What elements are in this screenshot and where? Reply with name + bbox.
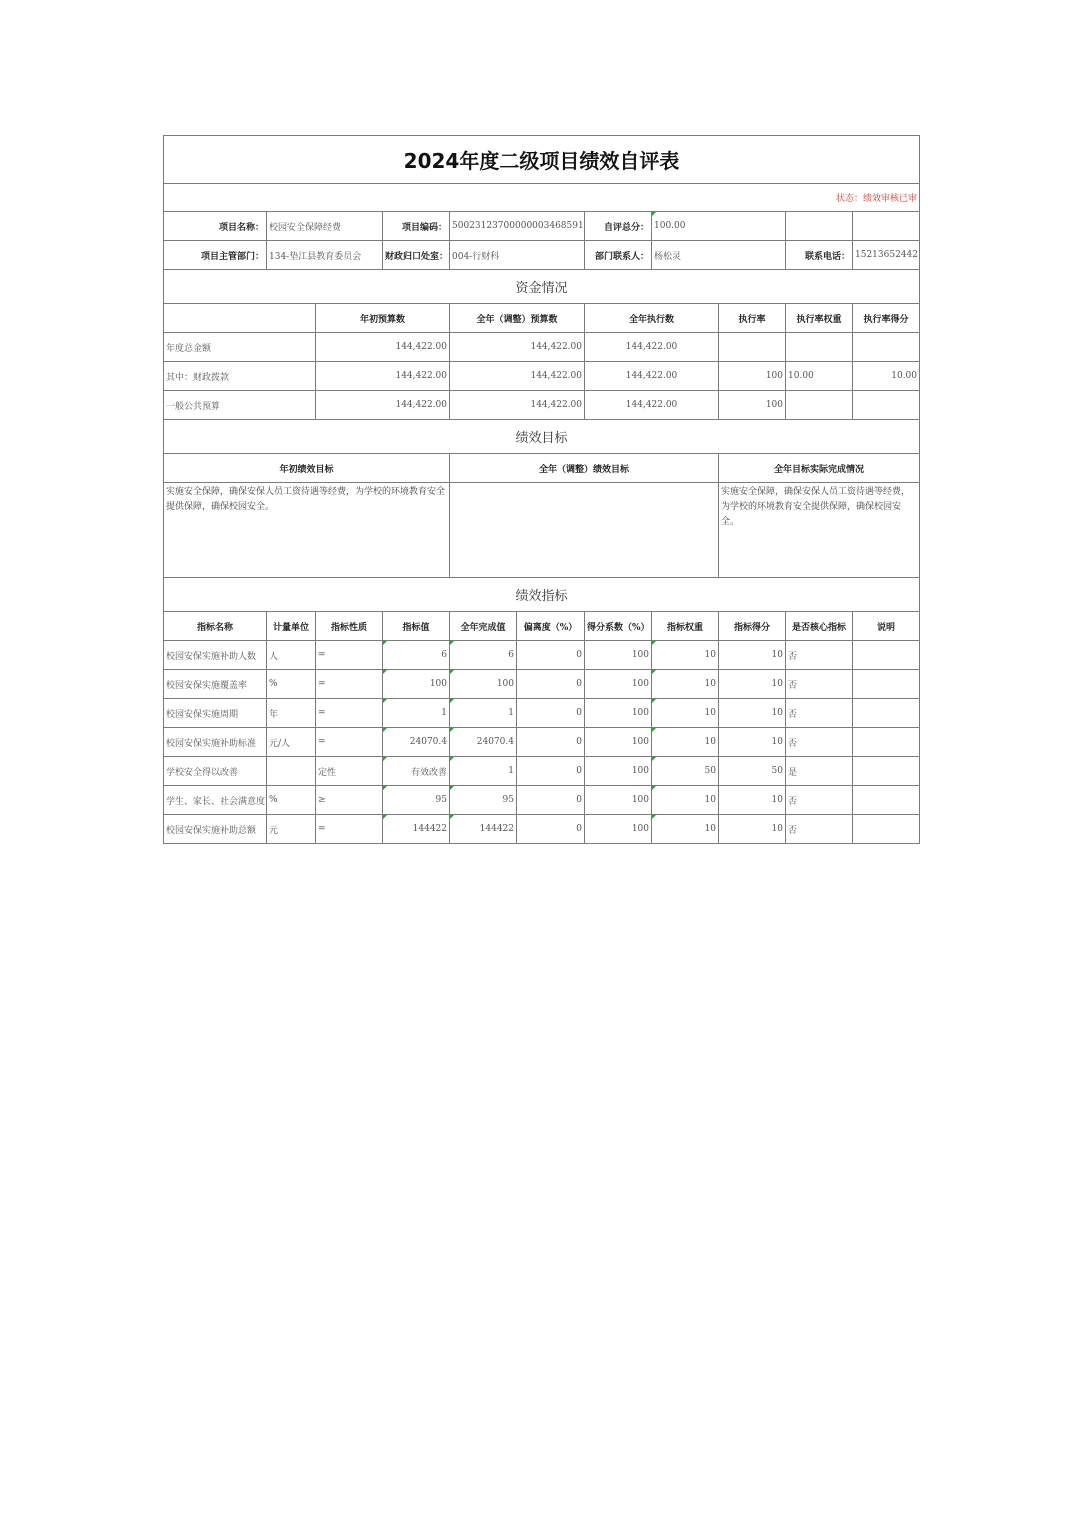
indicator-weight: 10 (652, 699, 719, 728)
indicator-note (853, 786, 920, 815)
indicator-nature: = (316, 728, 383, 757)
indicator-header: 全年完成值 (450, 612, 517, 641)
indicator-score: 10 (719, 699, 786, 728)
indicator-weight: 10 (652, 815, 719, 844)
indicator-nature: = (316, 670, 383, 699)
indicator-deviation: 0 (517, 641, 585, 670)
dept-label: 项目主管部门： (164, 241, 267, 270)
indicator-target: 100 (383, 670, 450, 699)
finance-value: 004-行财科 (450, 241, 585, 270)
project-name-label: 项目名称： (164, 212, 267, 241)
goals-header: 年初绩效目标 (164, 454, 450, 483)
indicator-unit: 年 (267, 699, 316, 728)
funds-executed: 144,422.00 (585, 333, 719, 362)
indicator-score: 10 (719, 786, 786, 815)
indicator-name: 校园安保实施补助人数 (164, 641, 267, 670)
indicator-unit: % (267, 670, 316, 699)
empty-cell (164, 304, 316, 333)
funds-weight: 10.00 (786, 362, 853, 391)
indicator-name: 学校安全得以改善 (164, 757, 267, 786)
indicator-nature: = (316, 699, 383, 728)
funds-row (164, 362, 920, 391)
indicator-note (853, 728, 920, 757)
indicator-header: 偏离度（%） (517, 612, 585, 641)
funds-executed: 144,422.00 (585, 391, 719, 420)
funds-header: 执行率得分 (853, 304, 920, 333)
indicator-core: 是 (786, 757, 853, 786)
indicator-core: 否 (786, 815, 853, 844)
indicators-section-title: 绩效指标 (164, 578, 920, 612)
indicator-header: 指标名称 (164, 612, 267, 641)
indicator-note (853, 670, 920, 699)
project-code-label: 项目编码： (383, 212, 450, 241)
funds-initial: 144,422.00 (316, 391, 450, 420)
indicator-header: 指标性质 (316, 612, 383, 641)
goals-header: 全年目标实际完成情况 (719, 454, 920, 483)
goal-adjusted-text (450, 483, 719, 578)
indicator-name: 校园安保实施周期 (164, 699, 267, 728)
dept-value: 134-垫江县教育委员会 (267, 241, 383, 270)
score-label: 自评总分： (585, 212, 652, 241)
funds-header: 执行率权重 (786, 304, 853, 333)
funds-row-name: 一般公共预算 (164, 391, 316, 420)
goal-actual-text: 实施安全保障，确保安保人员工资待遇等经费，为学校的环境教育安全提供保障，确保校园安全。 (719, 483, 920, 578)
goals-section-title: 绩效目标 (164, 420, 920, 454)
indicator-target: 有效改善 (383, 757, 450, 786)
indicator-header: 指标权重 (652, 612, 719, 641)
indicator-deviation: 0 (517, 757, 585, 786)
indicator-deviation: 0 (517, 699, 585, 728)
indicator-header: 是否核心指标 (786, 612, 853, 641)
indicator-coefficient: 100 (585, 728, 652, 757)
indicator-deviation: 0 (517, 815, 585, 844)
funds-score (853, 391, 920, 420)
funds-rate (719, 333, 786, 362)
indicator-core: 否 (786, 728, 853, 757)
indicator-deviation: 0 (517, 728, 585, 757)
indicator-actual: 1 (450, 699, 517, 728)
goals-header: 全年（调整）绩效目标 (450, 454, 719, 483)
funds-row (164, 391, 920, 420)
funds-rate: 100 (719, 391, 786, 420)
indicator-coefficient: 100 (585, 757, 652, 786)
indicator-coefficient: 100 (585, 699, 652, 728)
indicator-target: 24070.4 (383, 728, 450, 757)
empty-cell (786, 212, 853, 241)
indicator-actual: 24070.4 (450, 728, 517, 757)
funds-adjusted: 144,422.00 (450, 391, 585, 420)
indicator-score: 10 (719, 728, 786, 757)
indicator-row (164, 641, 920, 670)
indicator-deviation: 0 (517, 670, 585, 699)
funds-executed: 144,422.00 (585, 362, 719, 391)
funds-initial: 144,422.00 (316, 362, 450, 391)
indicator-nature: 定性 (316, 757, 383, 786)
project-code-value: 50023123700000003468591 (450, 212, 585, 241)
phone-value: 15213652442 (853, 241, 920, 270)
funds-rate: 100 (719, 362, 786, 391)
indicator-coefficient: 100 (585, 670, 652, 699)
indicator-target: 1 (383, 699, 450, 728)
indicators-body (164, 641, 920, 844)
indicator-header: 指标得分 (719, 612, 786, 641)
indicator-row (164, 699, 920, 728)
indicator-actual: 144422 (450, 815, 517, 844)
funds-initial: 144,422.00 (316, 333, 450, 362)
indicator-name: 学生、家长、社会满意度 (164, 786, 267, 815)
funds-row (164, 333, 920, 362)
indicator-weight: 10 (652, 670, 719, 699)
indicator-score: 10 (719, 641, 786, 670)
indicator-actual: 100 (450, 670, 517, 699)
indicator-core: 否 (786, 786, 853, 815)
indicator-weight: 50 (652, 757, 719, 786)
indicator-name: 校园安保实施补助总额 (164, 815, 267, 844)
indicator-actual: 6 (450, 641, 517, 670)
indicator-target: 6 (383, 641, 450, 670)
phone-label: 联系电话： (786, 241, 853, 270)
indicator-score: 10 (719, 670, 786, 699)
indicator-name: 校园安保实施覆盖率 (164, 670, 267, 699)
score-value: 100.00 (652, 212, 786, 241)
funds-section-title: 资金情况 (164, 270, 920, 304)
indicator-note (853, 815, 920, 844)
contact-label: 部门联系人： (585, 241, 652, 270)
indicator-target: 144422 (383, 815, 450, 844)
indicator-row (164, 757, 920, 786)
indicator-note (853, 699, 920, 728)
indicator-header: 得分系数（%） (585, 612, 652, 641)
indicator-unit: 元/人 (267, 728, 316, 757)
indicator-unit: 人 (267, 641, 316, 670)
funds-row-name: 其中：财政拨款 (164, 362, 316, 391)
indicator-header: 计量单位 (267, 612, 316, 641)
indicator-actual: 1 (450, 757, 517, 786)
indicator-deviation: 0 (517, 786, 585, 815)
indicator-header: 说明 (853, 612, 920, 641)
indicator-weight: 10 (652, 728, 719, 757)
indicator-core: 否 (786, 699, 853, 728)
indicator-coefficient: 100 (585, 641, 652, 670)
indicator-unit: % (267, 786, 316, 815)
indicator-nature: ≥ (316, 786, 383, 815)
funds-row-name: 年度总金额 (164, 333, 316, 362)
funds-adjusted: 144,422.00 (450, 333, 585, 362)
indicator-coefficient: 100 (585, 815, 652, 844)
indicator-core: 否 (786, 641, 853, 670)
indicator-score: 50 (719, 757, 786, 786)
indicator-nature: = (316, 815, 383, 844)
project-name-value: 校园安全保障经费 (267, 212, 383, 241)
indicator-score: 10 (719, 815, 786, 844)
indicator-nature: = (316, 641, 383, 670)
indicator-unit (267, 757, 316, 786)
funds-adjusted: 144,422.00 (450, 362, 585, 391)
indicator-row (164, 815, 920, 844)
indicator-coefficient: 100 (585, 786, 652, 815)
sheet-title: 2024年度二级项目绩效自评表 (164, 136, 920, 184)
indicator-row (164, 728, 920, 757)
goal-initial-text: 实施安全保障，确保安保人员工资待遇等经费，为学校的环境教育安全提供保障，确保校园安全。 (164, 483, 450, 578)
contact-value: 杨松灵 (652, 241, 786, 270)
status-text: 状态：绩效审核已审 (164, 184, 920, 212)
indicator-core: 否 (786, 670, 853, 699)
empty-cell (853, 212, 920, 241)
indicator-note (853, 641, 920, 670)
indicator-unit: 元 (267, 815, 316, 844)
indicator-weight: 10 (652, 786, 719, 815)
indicator-row (164, 670, 920, 699)
funds-weight (786, 333, 853, 362)
indicator-actual: 95 (450, 786, 517, 815)
indicator-weight: 10 (652, 641, 719, 670)
funds-header: 全年（调整）预算数 (450, 304, 585, 333)
funds-header: 年初预算数 (316, 304, 450, 333)
finance-label: 财政归口处室： (383, 241, 450, 270)
indicator-row (164, 786, 920, 815)
self-evaluation-sheet (163, 135, 920, 844)
indicator-target: 95 (383, 786, 450, 815)
indicator-name: 校园安保实施补助标准 (164, 728, 267, 757)
funds-score (853, 333, 920, 362)
indicator-note (853, 757, 920, 786)
funds-weight (786, 391, 853, 420)
funds-score: 10.00 (853, 362, 920, 391)
funds-header: 全年执行数 (585, 304, 719, 333)
indicator-header: 指标值 (383, 612, 450, 641)
funds-header: 执行率 (719, 304, 786, 333)
